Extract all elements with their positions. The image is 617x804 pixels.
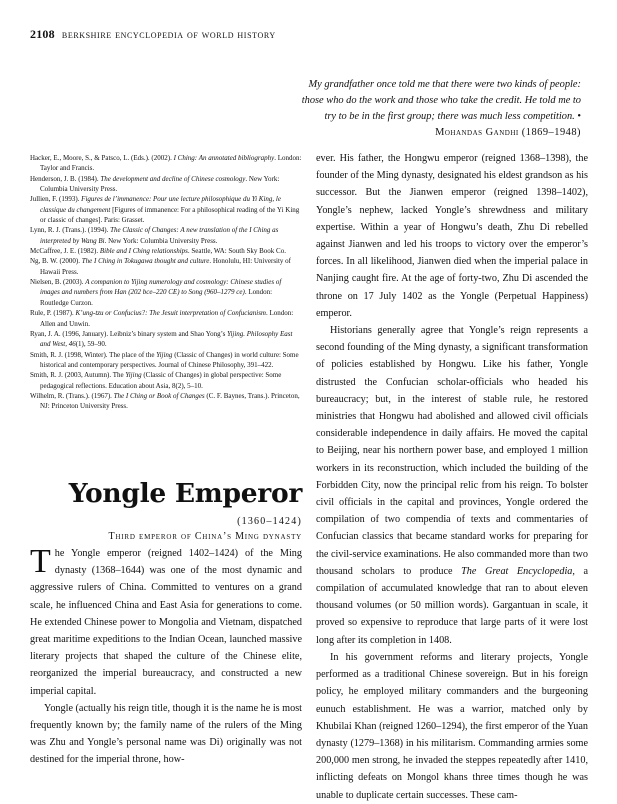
paragraph-text: he Yongle emperor (reigned 1402–1424) of the Ming dynasty (1368–1644) was one of the most dynamic and aggressive rulers of China. Committed to ventures on a grand scale, he influenced China and East Asia for generations to come. He extended Chinese power to Mongolia and Vietnam, dispatched great maritime expeditions to the Indian Ocean, launched massive literary projects that shaped the culture of the Chinese elite, reorganized the imperial bureaucracy, and constructed a new imperial capital.: [30, 548, 302, 697]
reference-work-title: The development and decline of Chinese cosmology: [100, 174, 246, 183]
reference-entry: [30, 246, 302, 256]
body-paragraph: Yongle (actually his reign title, though it is the name he is most frequently known by; the family name of the rulers of the Ming was Zhu and Yongle’s personal name was Di) originally was not destined for the imperial throne, how-: [30, 702, 302, 766]
reference-entry: [30, 174, 302, 195]
reference-work-title: Figures de l’immanence: Pour une lecture philosophique du Yi King, le classique du changement: [40, 195, 281, 214]
paragraph-text: Historians generally agree that Yongle’s reign represents a second founding of the Ming dynasty, a significant transformation of policies established by Hongwu. Like his father, Yongle distrusted the Confucian scholar-officials who headed his bureaucracy; but, in the interest of stable rule, he restored ministries that Hongwu had abolished and allowed civil officials considerable independence in daily affairs. He moved the capital to Beijing, near his northern power base, and employed 1 million workers in its reconstruction, which included the building of the Forbidden City, now the principal relic from his reign. To bolster civil officials in the capital and provinces, Yongle ordered the compilation of two compendia of texts and commentaries of Confucian classics that became standard works for preparing for the civil-service examinations. He also commanded more than two thousand scholars to produce: [316, 325, 588, 577]
article-dates: (1360–1424): [237, 516, 302, 527]
reference-text: (Classic of Changes) in global perspective: Some pedagogical reflections. Education about Asia, 8(2), 5–10.: [40, 371, 282, 390]
reference-work-title: I Ching: An annotated bibliography: [173, 154, 275, 162]
reference-work-title: Bible and I Ching relationships: [99, 247, 188, 256]
reference-text: Ng, B. W. (2000).: [30, 257, 82, 266]
paragraph-text: , a compilation of accumulated knowledge that ran to about eleven thousand volumes (or 50 million words). Gargantuan in scale, it proved so expensive to reproduce that large parts of it were lost long after its completion in 1408.: [316, 565, 588, 646]
body-paragraph: [30, 545, 302, 700]
reference-work-title: Yijing: [125, 371, 142, 380]
article-heading: [30, 474, 302, 542]
article-subtitle: Third emperor of China’s Ming dynasty: [108, 531, 302, 542]
reference-text: Henderson, J. B. (1984).: [30, 174, 101, 183]
reference-text: . London: Routledge Curzon.: [40, 288, 273, 307]
reference-text: Rule, P. (1987).: [30, 309, 76, 318]
article-title: Yongle Emperor: [68, 478, 302, 509]
reference-work-title: The Classic of Changes: A new translation of the I Ching as interpreted by Wang Bi: [40, 226, 279, 245]
reference-entry: [30, 153, 302, 174]
reference-text: Lynn, R. J. (Trans.). (1994).: [30, 226, 111, 235]
reference-text: Wilhelm, R. (Trans.). (1967).: [30, 391, 114, 400]
reference-text: Jullien, F. (1993).: [30, 195, 82, 204]
reference-text: . New York: Columbia University Press.: [104, 236, 218, 245]
reference-entry: [30, 391, 302, 412]
body-paragraph: In his government reforms and literary projects, Yongle performed as a traditional Chinese sovereign. But in his foreign policy, he employed military commanders and the burgeoning eunuch establishment. He was a warrior, matched only by Khubilai Khan (reigned 1260–1294), the first emperor of the Yuan dynasty (1279–1368) in his militarism. Commanding armies some 200,000 men strong, he invaded the steppes repeatedly after 1410, inflicting defeats on Mongol khans three times though he was unable to duplicate certain successes. These cam-: [316, 651, 588, 801]
reference-list: [30, 153, 302, 412]
reference-work-title: The I Ching or Book of Changes: [113, 391, 205, 400]
running-head: [30, 27, 590, 42]
reference-text: . London: Taylor and Francis.: [40, 154, 302, 173]
reference-entry: [30, 308, 302, 329]
reference-text: Smith, R. J. (2003, Autumn). The: [30, 371, 126, 380]
epigraph-attribution: Mohandas Gandhi (1869–1948): [435, 127, 581, 138]
reference-text: [Figures of immanence: For a philosophical reading of the Yi King or classic of changes]. Paris: Grasset.: [40, 205, 300, 225]
reference-text: . Honolulu, HI: University of Hawaii Press.: [40, 257, 292, 276]
body-column-left: [30, 545, 302, 769]
drop-cap: T: [30, 543, 51, 580]
reference-work-title: K’ung-tzu or Confucius?: The Jesuit interpretation of Confucianism: [75, 309, 266, 318]
epigraph-quote: My grandfather once told me that there were two kinds of people: those who do the work and those who take the credit. He told me to try to be in the first group; there was much less competition.: [301, 79, 581, 122]
reference-text: (1), 59–90.: [75, 340, 107, 349]
book-title: berkshire encyclopedia of world history: [61, 29, 276, 41]
reference-text: (C. F. Baynes, Trans.). Princeton, NJ: Princeton University Press.: [40, 391, 300, 411]
reference-entry: [30, 370, 302, 391]
body-paragraph: ever. His father, the Hongwu emperor (reigned 1368–1398), the founder of the Ming dynasty, designated his eldest grandson as his successor. But the Jianwen emperor (reigned 1398–1402), Yongle’s nephew, lacked Yongle’s shrewdness and military expertise. Within a year of Hongwu’s death, Zhu Di rebelled against Jianwen and led his troops to victory over the emperor’s forces. In all likelihood, Jianwen died when the imperial palace in Nanjing caught fire. At the age of forty-two, Zhu Di ascended the throne on 17 July 1402 as the Yongle (Perpetual Happiness) emperor.: [316, 153, 588, 319]
reference-entry: [30, 350, 302, 371]
reference-text: Hacker, E., Moore, S., & Patsco, L. (Eds.). (2002).: [30, 154, 174, 162]
reference-text: . London: Allen and Unwin.: [40, 309, 294, 328]
epigraph: [296, 77, 581, 141]
work-title: The Great Encyclopedia: [461, 565, 573, 577]
reference-work-title: A companion to Yijing numerology and cosmology: Chinese studies of images and numbers from Han (202 bce–220 CE) to Song (960–1279 ce): [40, 278, 282, 297]
reference-work-title: Yijing. Philosophy East and West, 46: [40, 329, 293, 349]
reference-entry: [30, 256, 302, 277]
reference-text: Ryan, J. A. (1996, January). Leibniz’s binary system and Shao Yong’s: [30, 329, 228, 338]
reference-entry: [30, 277, 302, 308]
reference-text: Nielsen, B. (2003).: [30, 278, 86, 287]
body-column-right: [316, 150, 588, 804]
reference-text: McCaffree, J. E. (1982).: [30, 247, 100, 256]
reference-text: Smith, R. J. (1998, Winter). The place of the: [30, 350, 157, 359]
body-paragraph: [316, 322, 588, 649]
epigraph-bullet: •: [577, 111, 581, 122]
reference-work-title: Yijing: [156, 350, 173, 359]
reference-entry: [30, 225, 302, 246]
reference-entry: [30, 329, 302, 350]
reference-work-title: The I Ching in Tokugawa thought and culture: [81, 257, 210, 266]
page-number: 2108: [30, 27, 55, 41]
reference-text: . Seattle, WA: South Sky Book Co.: [187, 247, 286, 256]
reference-entry: [30, 194, 302, 225]
reference-text: (Classic of Changes) in world culture: Some historical and contemporary perspectives. Journal of Chinese Philosophy, 391–422.: [40, 350, 299, 369]
reference-text: . New York: Columbia University Press.: [40, 174, 280, 194]
